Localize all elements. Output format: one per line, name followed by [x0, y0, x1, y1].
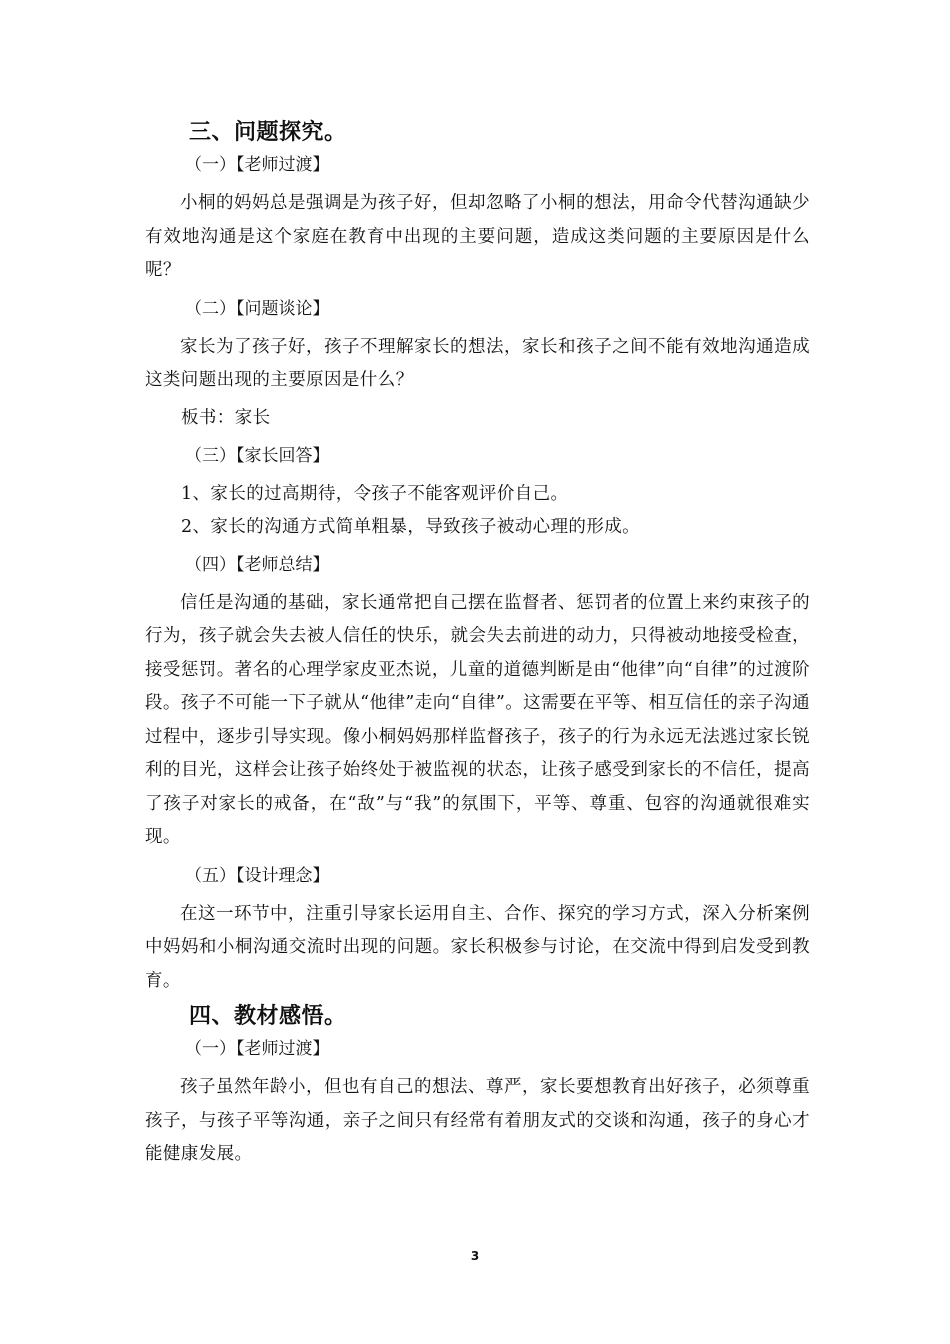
- board-note: 板书：家长: [181, 407, 271, 428]
- page-body: [145, 118, 810, 1176]
- paragraph-design-concept: 在这一环节中，注重引导家长运用自主、合作、探究的学习方式，深入分析案例中妈妈和小桐沟通交流时出现的问题。家长积极参与讨论，在交流中得到启发受到教育。: [145, 903, 810, 991]
- subheading-problem-discussion: （二）【问题谈论】: [185, 298, 330, 319]
- paragraph-transition: 小桐的妈妈总是强调是为孩子好，但却忽略了小桐的想法，用命令代替沟通缺少有效地沟通是这个家庭在教育中出现的主要问题，造成这类问题的主要原因是什么呢？: [145, 193, 810, 280]
- answer-item-1: 1、家长的过高期待，令孩子不能客观评价自己。: [181, 483, 569, 504]
- subheading-teacher-summary: （四）【老师总结】: [185, 554, 330, 575]
- answer-item-2: 2、家长的沟通方式简单粗暴，导致孩子被动心理的形成。: [181, 516, 641, 537]
- paragraph-discussion: 家长为了孩子好，孩子不理解家长的想法，家长和孩子之间不能有效地沟通造成这类问题出现的主要原因是什么？: [145, 336, 810, 390]
- subheading-design-concept: （五）【设计理念】: [185, 865, 330, 886]
- subheading-teacher-transition-2: （一）【老师过渡】: [185, 1039, 330, 1059]
- section-heading-3: 三、问题探究。: [189, 120, 347, 145]
- paragraph-transition-2: 孩子虽然年龄小，但也有自己的想法、尊严，家长要想教育出好孩子，必须尊重孩子，与孩子平等沟通，亲子之间只有经常有着朋友式的交谈和沟通，孩子的身心才能健康发展。: [145, 1077, 810, 1164]
- page-number: 3: [470, 1249, 480, 1263]
- section-heading-4: 四、教材感悟。: [189, 1004, 347, 1029]
- subheading-parent-answers: （三）【家长回答】: [185, 445, 330, 466]
- subheading-teacher-transition: （一）【老师过渡】: [185, 155, 330, 175]
- paragraph-summary: 信任是沟通的基础，家长通常把自己摆在监督者、惩罚者的位置上来约束孩子的行为，孩子就会失去被人信任的快乐，就会失去前进的动力，只得被动地接受检查，接受惩罚。著名的心理学家皮亚杰说，儿童的道德判断是由“他律”向“自律”的过渡阶段。孩子不可能一下子就从“他律”走向“自律”。这需要在平等、相互信任的亲子沟通过程中，逐步引导实现。像小桐妈妈那样监督孩子，孩子的行为永远无法逃过家长锐利的目光，这样会让孩子始终处于被监视的状态，让孩子感受到家长的不信任，提高了孩子对家长的戒备，在“敌”与“我”的氛围下，平等、尊重、包容的沟通就很难实现。: [145, 592, 810, 847]
